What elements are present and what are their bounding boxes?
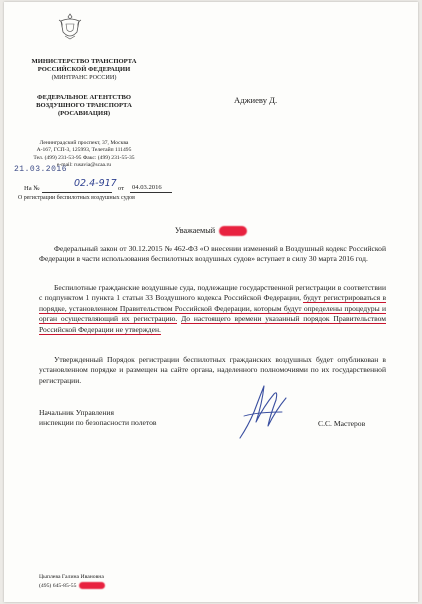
agency-block <box>18 94 150 118</box>
number-underline <box>42 192 112 193</box>
redacted-phone-extension <box>79 582 105 589</box>
signatory-title <box>39 408 156 429</box>
signatory-name: С.С. Мастеров <box>318 419 366 428</box>
executor-phone-line <box>39 582 105 590</box>
ministry-line-3: (МИНТРАНС РОССИИ) <box>51 74 117 81</box>
paragraph-3-text: Утвержденный Порядок регистрации беспилотных гражданских воздушных будет опубликован в установленном порядке и размещен на сайте органа, наделенного полномочиями по их государственной регистрации. <box>39 355 386 385</box>
date-stamp: 21.03.2016 <box>14 165 68 174</box>
coat-of-arms-emblem <box>57 12 83 42</box>
executor-name: Цыплева Галина Ивановна <box>39 574 104 580</box>
redacted-name <box>219 226 247 236</box>
address-line-4: e-mail: rusavia@scaa.ru <box>56 161 112 168</box>
paragraph-3 <box>39 355 386 386</box>
paragraph-2 <box>39 283 386 335</box>
highlighted-text-2: До настоящего времени указанный порядок Правительством Российской Федерации не утвержден. <box>39 314 387 334</box>
outgoing-number: 02.4-917 <box>74 178 117 189</box>
paragraph-1-text: Федеральный закон от 30.12.2015 № 462-ФЗ «О внесении изменений в Воздушный кодекс Российской Федерации в части использования беспилотных воздушных судов» вступает в силу 30 марта 2016 год. <box>39 244 386 264</box>
address-line-1: Ленинградский проспект, 37, Москва <box>39 140 129 146</box>
ministry-block <box>18 58 150 82</box>
address-line-3: Тел. (499) 231-53-95 Факс: (499) 231-55-35 <box>33 154 135 161</box>
highlighted-text-1: будут регистрироваться в порядке, установленном Правительством Российской Федерации, которым будут определены процедуры и орган осуществляющий их регистрацию. <box>39 293 387 324</box>
agency-line-1: ФЕДЕРАЛЬНОЕ АГЕНТСТВО <box>36 94 132 101</box>
paragraph-2-text: Беспилотные гражданские воздушные суда, подлежащие государственной регистрации в соответствии с подпунктом 1 пункта 1 статьи 33 Воздушного кодекса Российской Федерации, <box>39 283 386 303</box>
addressee: Аджиеву Д. <box>234 95 278 105</box>
letter-subject: О регистрации беспилотных воздушных судов <box>18 195 135 201</box>
agency-line-2: ВОЗДУШНОГО ТРАНСПОРТА <box>36 102 132 109</box>
paragraph-1 <box>39 244 386 265</box>
letter-page <box>4 2 418 602</box>
signatory-title-line-1: Начальник Управления <box>39 408 114 417</box>
ministry-line-1: МИНИСТЕРСТВО ТРАНСПОРТА <box>31 58 137 65</box>
greeting-text: Уважаемый <box>174 226 216 235</box>
greeting <box>4 226 418 236</box>
reference-date: 04.03.2016 <box>132 184 162 191</box>
ministry-line-2: РОССИЙСКОЙ ФЕДЕРАЦИИ <box>37 66 131 73</box>
executor-block <box>39 574 105 590</box>
signatory-title-line-2: инспекции по безопасности полетов <box>39 418 157 428</box>
agency-line-3: (РОСАВИАЦИЯ) <box>57 110 111 117</box>
from-label: от <box>118 185 125 192</box>
executor-phone: (495) 645-85-55 <box>39 582 77 589</box>
handwritten-signature <box>234 382 292 442</box>
number-label: На № <box>24 185 40 192</box>
date-underline <box>130 192 172 193</box>
address-line-2: А-167, ГСП-3, 125993, Телетайп 111495 <box>36 147 132 154</box>
